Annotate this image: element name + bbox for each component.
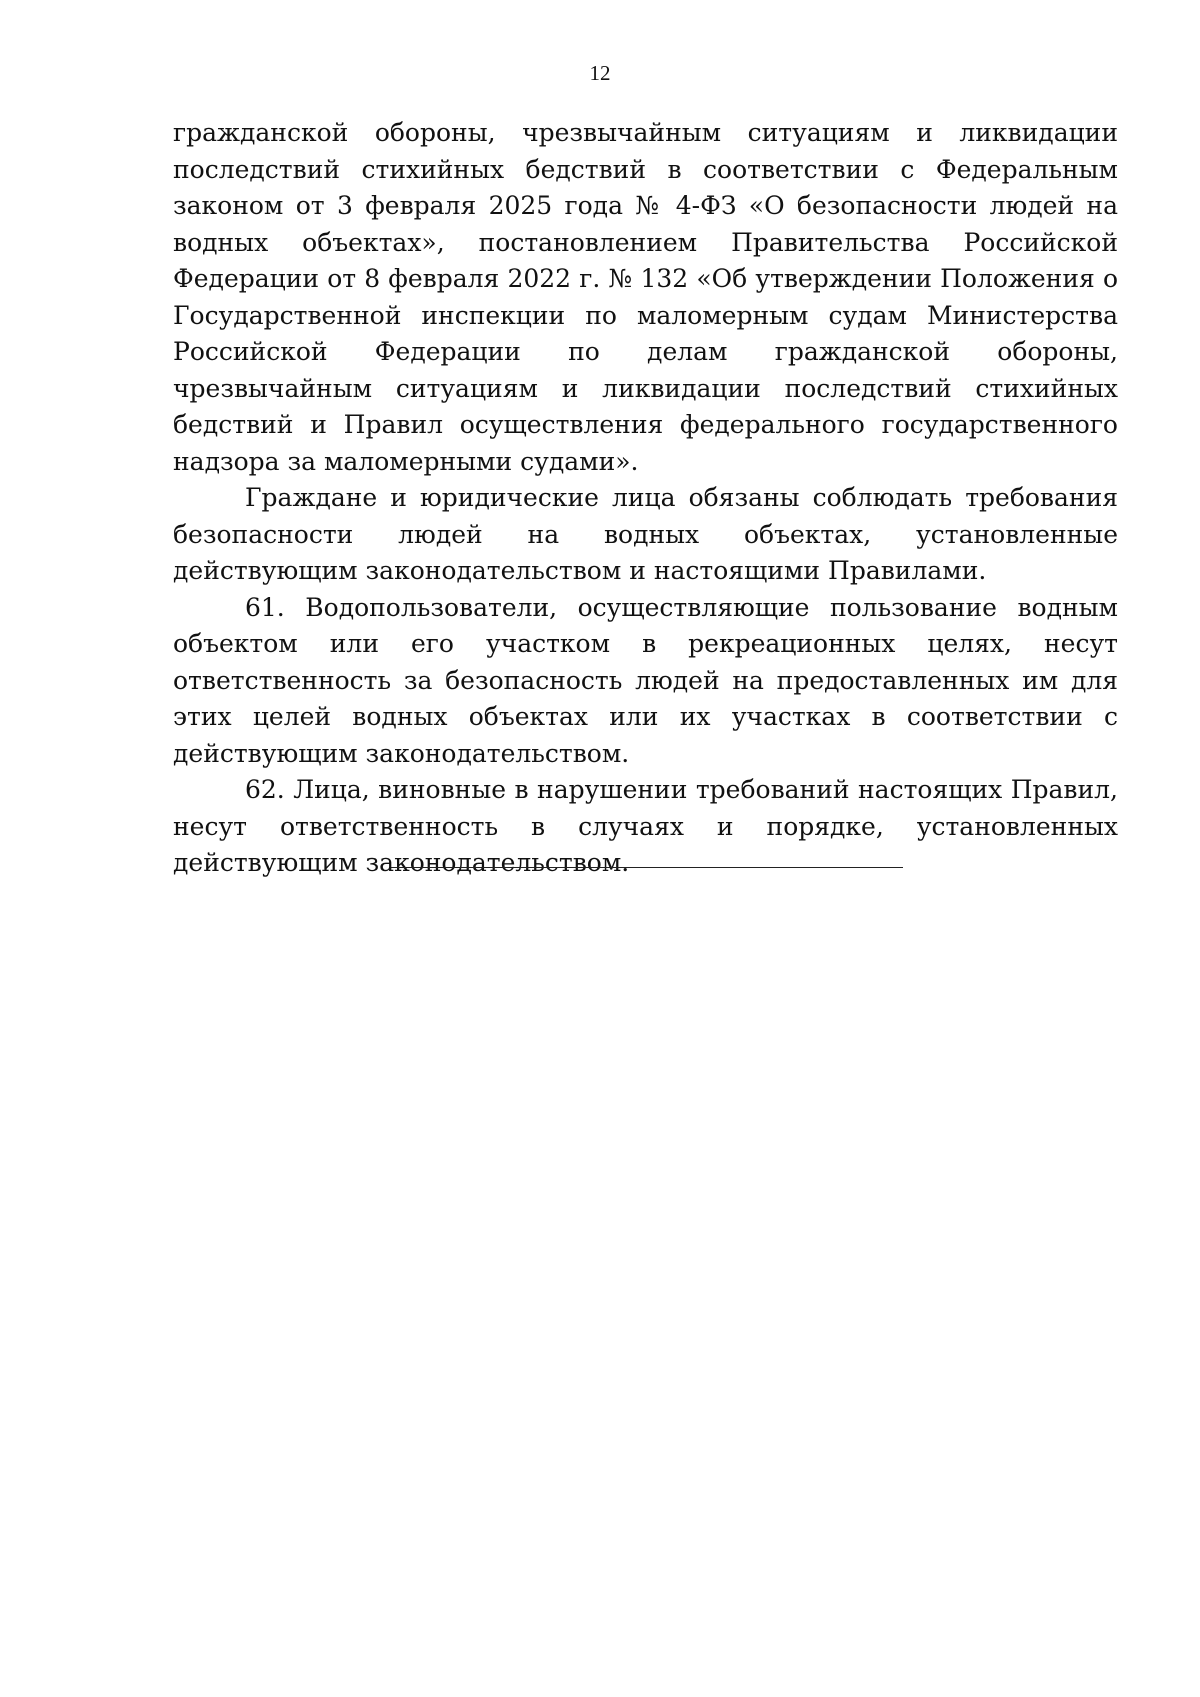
page-number: 12	[589, 61, 611, 85]
document-end-divider	[391, 867, 903, 868]
paragraph-item-62: 62. Лица, виновные в нарушении требований настоящих Правил, несут ответственность в случаях и порядке, установленных действующим законодательством.	[173, 775, 1118, 877]
document-body	[173, 115, 1118, 882]
paragraph-item-61: 61. Водопользователи, осуществляющие пользование водным объектом или его участком в рекреационных целях, несут ответственность за безопасность людей на предоставленных им для этих целей водных объектах или их участках в соответствии с действующим законодательством.	[173, 592, 1118, 768]
paragraph-continuation: гражданской обороны, чрезвычайным ситуациям и ликвидации последствий стихийных бедствий в соответствии с Федеральным законом от 3 февраля 2025 года № 4-ФЗ «О безопасности людей на водных объектах», постановлением Правительства Российской Федерации от 8 февраля 2022 г. № 132 «Об утверждении Положения о Государственной инспекции по маломерным судам Министерства Российской Федерации по делам гражданской обороны, чрезвычайным ситуациям и ликвидации последствий стихийных бедствий и Правил осуществления федерального государственного надзора за маломерными судами».	[173, 118, 1118, 476]
paragraph-citizens-obligations: Граждане и юридические лица обязаны соблюдать требования безопасности людей на водных объектах, установленные действующим законодательством и настоящими Правилами.	[173, 483, 1118, 585]
